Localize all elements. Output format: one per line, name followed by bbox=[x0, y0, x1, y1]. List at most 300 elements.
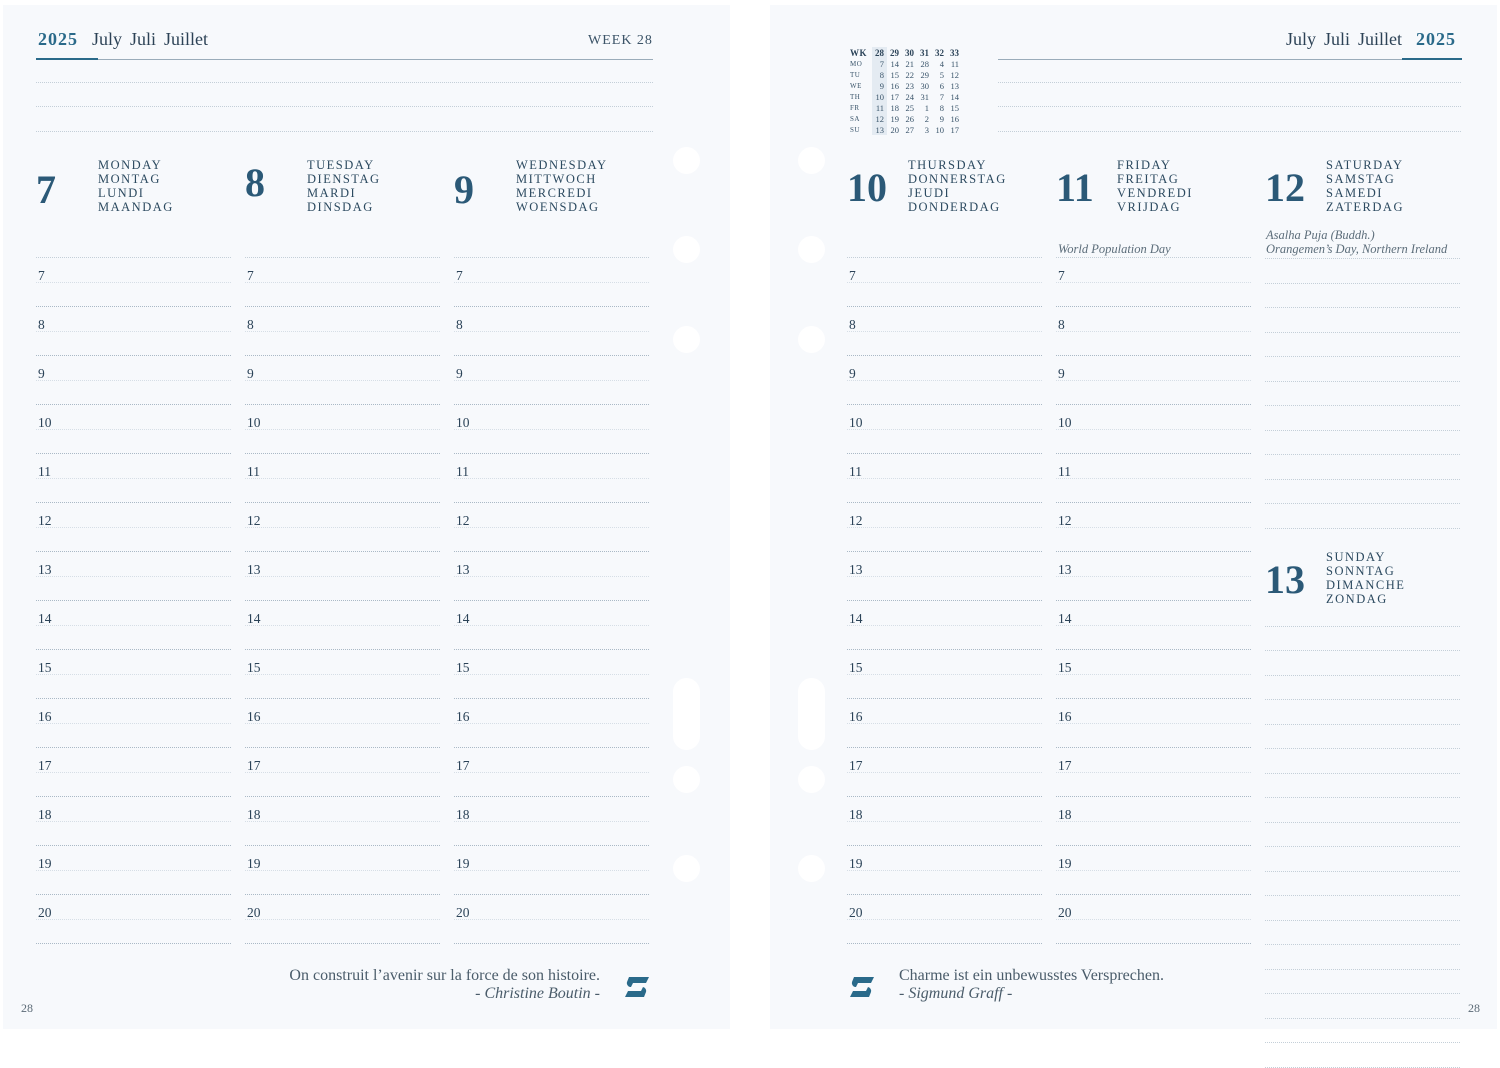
hour-label: 14 bbox=[849, 611, 863, 626]
hour-label: 15 bbox=[849, 660, 863, 675]
hour-row-7[interactable] bbox=[36, 258, 231, 307]
half-hour-line bbox=[454, 772, 649, 773]
brand-logo-icon bbox=[849, 975, 875, 999]
half-hour-line bbox=[36, 429, 231, 430]
hour-label: 15 bbox=[247, 660, 261, 675]
hour-row-13[interactable] bbox=[847, 552, 1042, 601]
binder-hole bbox=[798, 855, 825, 882]
day-name: WOENSDAG bbox=[516, 200, 600, 214]
writing-line[interactable] bbox=[1265, 283, 1460, 284]
day-name: SATURDAY bbox=[1326, 158, 1404, 172]
mini-calendar-cell: 19 bbox=[890, 113, 900, 124]
hour-row-19[interactable] bbox=[847, 846, 1042, 895]
half-hour-line bbox=[454, 723, 649, 724]
hour-row-15[interactable] bbox=[1056, 650, 1251, 699]
half-hour-line bbox=[36, 576, 231, 577]
hour-row-12[interactable] bbox=[454, 503, 649, 552]
binder-hole bbox=[673, 855, 700, 882]
writing-line[interactable] bbox=[1265, 356, 1460, 357]
hour-row-20[interactable] bbox=[1056, 895, 1251, 944]
hour-label: 9 bbox=[849, 366, 856, 381]
half-hour-line bbox=[36, 870, 231, 871]
hour-label: 10 bbox=[1058, 415, 1072, 430]
half-hour-line bbox=[245, 821, 440, 822]
hour-row-9[interactable] bbox=[245, 356, 440, 405]
mini-calendar-cell: 31 bbox=[920, 47, 930, 58]
half-hour-line bbox=[847, 478, 1042, 479]
day-names bbox=[98, 158, 174, 214]
binder-hole bbox=[673, 766, 700, 793]
hour-label: 15 bbox=[1058, 660, 1072, 675]
hour-row-16[interactable] bbox=[36, 699, 231, 748]
hour-label: 7 bbox=[849, 268, 856, 283]
hour-label: 20 bbox=[456, 905, 470, 920]
hour-row-16[interactable] bbox=[847, 699, 1042, 748]
half-hour-line bbox=[454, 331, 649, 332]
mini-calendar-label: WE bbox=[850, 81, 862, 90]
day-name: SAMSTAG bbox=[1326, 172, 1396, 186]
day-name: VRIJDAG bbox=[1117, 200, 1181, 214]
hour-label: 20 bbox=[849, 905, 863, 920]
mini-calendar-cell: 23 bbox=[905, 80, 915, 91]
mini-calendar-label: WK bbox=[850, 47, 868, 58]
binder-hole bbox=[798, 766, 825, 793]
day-name: DONDERDAG bbox=[908, 200, 1001, 214]
hour-label: 17 bbox=[849, 758, 863, 773]
half-hour-line bbox=[454, 625, 649, 626]
quote-text: On construit l’avenir sur la force de son histoire. bbox=[289, 967, 600, 984]
half-hour-line bbox=[1056, 870, 1251, 871]
hour-row-19[interactable] bbox=[36, 846, 231, 895]
half-hour-line bbox=[847, 870, 1042, 871]
hour-line bbox=[36, 943, 231, 944]
hour-label: 16 bbox=[1058, 709, 1072, 724]
half-hour-line bbox=[454, 674, 649, 675]
month-de: Juli bbox=[1324, 29, 1351, 49]
hour-row-20[interactable] bbox=[245, 895, 440, 944]
writing-line[interactable] bbox=[1265, 748, 1460, 749]
half-hour-line bbox=[454, 429, 649, 430]
half-hour-line bbox=[847, 527, 1042, 528]
quote-author: - Sigmund Graff - bbox=[899, 985, 1013, 1002]
hour-row-10[interactable] bbox=[1056, 405, 1251, 454]
mini-calendar-cell: 28 bbox=[920, 58, 930, 69]
hour-label: 17 bbox=[38, 758, 52, 773]
hour-row-12[interactable] bbox=[847, 503, 1042, 552]
mini-calendar-row bbox=[847, 58, 962, 69]
mini-calendar-cell: 3 bbox=[924, 124, 930, 135]
day-name: MERCREDI bbox=[516, 186, 593, 200]
hour-row-15[interactable] bbox=[245, 650, 440, 699]
half-hour-line bbox=[454, 380, 649, 381]
hour-row-19[interactable] bbox=[245, 846, 440, 895]
hour-label: 8 bbox=[456, 317, 463, 332]
mini-calendar-cell: 15 bbox=[950, 102, 960, 113]
hour-label: 10 bbox=[849, 415, 863, 430]
mini-calendar-label: TH bbox=[850, 92, 861, 101]
half-hour-line bbox=[847, 282, 1042, 283]
hour-row-14[interactable] bbox=[1056, 601, 1251, 650]
hour-row-14[interactable] bbox=[454, 601, 649, 650]
hour-row-18[interactable] bbox=[847, 797, 1042, 846]
hour-row-11[interactable] bbox=[847, 454, 1042, 503]
day-name: LUNDI bbox=[98, 186, 145, 200]
hour-label: 17 bbox=[247, 758, 261, 773]
hour-label: 12 bbox=[456, 513, 470, 528]
half-hour-line bbox=[454, 478, 649, 479]
mini-calendar-cell: 30 bbox=[920, 80, 930, 91]
writing-line[interactable] bbox=[1265, 773, 1460, 774]
half-hour-line bbox=[1056, 331, 1251, 332]
hour-label: 11 bbox=[247, 464, 260, 479]
mini-calendar-cell: 6 bbox=[939, 80, 945, 91]
writing-line[interactable] bbox=[1265, 1067, 1460, 1068]
half-hour-line bbox=[36, 821, 231, 822]
hour-row-12[interactable] bbox=[245, 503, 440, 552]
half-hour-line bbox=[454, 576, 649, 577]
mini-calendar-cell: 10 bbox=[935, 124, 945, 135]
half-hour-line bbox=[36, 772, 231, 773]
hour-row-15[interactable] bbox=[454, 650, 649, 699]
half-hour-line bbox=[36, 380, 231, 381]
day-number: 9 bbox=[454, 167, 474, 212]
mini-calendar-cell: 13 bbox=[950, 80, 960, 91]
day-number: 10 bbox=[847, 165, 887, 210]
hour-label: 9 bbox=[456, 366, 463, 381]
hour-row-16[interactable] bbox=[1056, 699, 1251, 748]
writing-line[interactable] bbox=[1265, 381, 1460, 382]
day-name: DONNERSTAG bbox=[908, 172, 1007, 186]
writing-line[interactable] bbox=[1265, 307, 1460, 308]
hour-label: 12 bbox=[1058, 513, 1072, 528]
day-name: VENDREDI bbox=[1117, 186, 1193, 200]
hour-row-7[interactable] bbox=[1056, 258, 1251, 307]
header-rule bbox=[36, 59, 653, 60]
mini-calendar-cell: 14 bbox=[890, 58, 900, 69]
hour-row-9[interactable] bbox=[36, 356, 231, 405]
hour-label: 11 bbox=[1058, 464, 1071, 479]
hour-label: 14 bbox=[247, 611, 261, 626]
note-line bbox=[998, 131, 1461, 132]
writing-line[interactable] bbox=[1265, 405, 1460, 406]
hour-line bbox=[454, 943, 649, 944]
hour-row-17[interactable] bbox=[245, 748, 440, 797]
hour-label: 15 bbox=[38, 660, 52, 675]
writing-line[interactable] bbox=[1265, 846, 1460, 847]
binder-slot bbox=[798, 678, 825, 750]
half-hour-line bbox=[847, 331, 1042, 332]
hour-label: 10 bbox=[456, 415, 470, 430]
half-hour-line bbox=[245, 478, 440, 479]
left-header bbox=[38, 29, 216, 50]
hour-label: 14 bbox=[456, 611, 470, 626]
hour-row-11[interactable] bbox=[1056, 454, 1251, 503]
slot-top-line bbox=[454, 257, 649, 258]
writing-line[interactable] bbox=[1265, 920, 1460, 921]
mini-calendar-cell: 12 bbox=[950, 69, 960, 80]
mini-calendar-cell: 26 bbox=[905, 113, 915, 124]
writing-line[interactable] bbox=[1265, 822, 1460, 823]
hour-label: 7 bbox=[1058, 268, 1065, 283]
right-page bbox=[770, 5, 1497, 1029]
header-accent bbox=[1402, 58, 1462, 60]
hour-row-7[interactable] bbox=[454, 258, 649, 307]
hour-label: 20 bbox=[38, 905, 52, 920]
half-hour-line bbox=[1056, 919, 1251, 920]
writing-line[interactable] bbox=[1265, 1018, 1460, 1019]
mini-calendar-cell: 29 bbox=[890, 47, 900, 58]
mini-calendar-cell: 9 bbox=[939, 113, 945, 124]
binder-hole bbox=[673, 236, 700, 263]
hour-label: 10 bbox=[247, 415, 261, 430]
half-hour-line bbox=[36, 331, 231, 332]
note-line bbox=[998, 82, 1461, 83]
page-number: 28 bbox=[1468, 1001, 1480, 1015]
hour-row-14[interactable] bbox=[847, 601, 1042, 650]
half-hour-line bbox=[1056, 674, 1251, 675]
writing-line[interactable] bbox=[1265, 503, 1460, 504]
half-hour-line bbox=[245, 331, 440, 332]
hour-label: 8 bbox=[247, 317, 254, 332]
hour-label: 16 bbox=[38, 709, 52, 724]
hour-row-7[interactable] bbox=[245, 258, 440, 307]
writing-line[interactable] bbox=[1265, 895, 1460, 896]
mini-calendar-cell: 21 bbox=[905, 58, 915, 69]
hour-row-10[interactable] bbox=[454, 405, 649, 454]
half-hour-line bbox=[847, 821, 1042, 822]
half-hour-line bbox=[1056, 527, 1251, 528]
hour-row-10[interactable] bbox=[245, 405, 440, 454]
quote-author: - Christine Boutin - bbox=[475, 985, 600, 1002]
hour-row-8[interactable] bbox=[245, 307, 440, 356]
writing-line[interactable] bbox=[1265, 332, 1460, 333]
half-hour-line bbox=[1056, 282, 1251, 283]
writing-line[interactable] bbox=[1265, 1042, 1460, 1043]
mini-calendar-cell: 9 bbox=[872, 80, 887, 91]
hour-row-13[interactable] bbox=[454, 552, 649, 601]
writing-line[interactable] bbox=[1265, 724, 1460, 725]
writing-line[interactable] bbox=[1265, 479, 1460, 480]
holiday-note: World Population Day bbox=[1058, 242, 1171, 256]
hour-row-13[interactable] bbox=[245, 552, 440, 601]
hour-label: 16 bbox=[849, 709, 863, 724]
hour-row-7[interactable] bbox=[847, 258, 1042, 307]
hour-row-18[interactable] bbox=[454, 797, 649, 846]
mini-calendar-cell: 27 bbox=[905, 124, 915, 135]
hour-row-10[interactable] bbox=[36, 405, 231, 454]
hour-row-13[interactable] bbox=[36, 552, 231, 601]
half-hour-line bbox=[36, 723, 231, 724]
hour-row-8[interactable] bbox=[36, 307, 231, 356]
hour-row-15[interactable] bbox=[847, 650, 1042, 699]
hour-row-10[interactable] bbox=[847, 405, 1042, 454]
hour-row-9[interactable] bbox=[1056, 356, 1251, 405]
hour-row-17[interactable] bbox=[36, 748, 231, 797]
slot-top-line bbox=[1056, 257, 1251, 258]
mini-calendar-label: MO bbox=[850, 59, 863, 68]
hour-row-20[interactable] bbox=[36, 895, 231, 944]
mini-calendar-cell: 11 bbox=[872, 102, 887, 113]
hour-row-17[interactable] bbox=[454, 748, 649, 797]
half-hour-line bbox=[847, 919, 1042, 920]
day-name: DINSDAG bbox=[307, 200, 374, 214]
half-hour-line bbox=[454, 870, 649, 871]
day-number: 13 bbox=[1265, 557, 1305, 602]
hour-row-18[interactable] bbox=[245, 797, 440, 846]
half-hour-line bbox=[847, 674, 1042, 675]
note-line bbox=[36, 82, 653, 83]
half-hour-line bbox=[454, 919, 649, 920]
mini-calendar-cell: 7 bbox=[872, 58, 887, 69]
hour-row-20[interactable] bbox=[847, 895, 1042, 944]
mini-calendar-label: TU bbox=[850, 70, 861, 79]
mini-calendar-cell: 33 bbox=[950, 47, 960, 58]
writing-line[interactable] bbox=[1265, 454, 1460, 455]
hour-label: 14 bbox=[38, 611, 52, 626]
mini-calendar-cell: 25 bbox=[905, 102, 915, 113]
half-hour-line bbox=[36, 625, 231, 626]
hour-line bbox=[1056, 943, 1251, 944]
mini-calendar-cell: 32 bbox=[935, 47, 945, 58]
half-hour-line bbox=[36, 478, 231, 479]
mini-calendar-cell: 1 bbox=[924, 102, 930, 113]
hour-label: 9 bbox=[1058, 366, 1065, 381]
hour-label: 17 bbox=[456, 758, 470, 773]
note-line bbox=[998, 106, 1461, 107]
day-name: THURSDAY bbox=[908, 158, 987, 172]
writing-line[interactable] bbox=[1265, 650, 1460, 651]
day-name: MARDI bbox=[307, 186, 357, 200]
hour-row-9[interactable] bbox=[454, 356, 649, 405]
writing-line[interactable] bbox=[1265, 528, 1460, 529]
half-hour-line bbox=[1056, 478, 1251, 479]
hour-row-15[interactable] bbox=[36, 650, 231, 699]
hour-row-13[interactable] bbox=[1056, 552, 1251, 601]
day-name: FRIDAY bbox=[1117, 158, 1172, 172]
day-name: MONTAG bbox=[98, 172, 161, 186]
hour-label: 20 bbox=[247, 905, 261, 920]
hour-line bbox=[245, 943, 440, 944]
hour-row-18[interactable] bbox=[36, 797, 231, 846]
day-names bbox=[1326, 158, 1404, 214]
day-name: DIENSTAG bbox=[307, 172, 381, 186]
mini-calendar-cell: 12 bbox=[872, 113, 887, 124]
day-name: TUESDAY bbox=[307, 158, 375, 172]
quote bbox=[899, 967, 1319, 1003]
writing-line[interactable] bbox=[1265, 699, 1460, 700]
day-number: 7 bbox=[36, 167, 56, 212]
day-name: MONDAY bbox=[98, 158, 163, 172]
month-de: Juli bbox=[130, 29, 157, 49]
writing-line[interactable] bbox=[1265, 797, 1460, 798]
writing-line[interactable] bbox=[1265, 626, 1460, 627]
half-hour-line bbox=[245, 674, 440, 675]
half-hour-line bbox=[847, 723, 1042, 724]
half-hour-line bbox=[454, 821, 649, 822]
hour-line bbox=[847, 943, 1042, 944]
hour-label: 9 bbox=[38, 366, 45, 381]
hour-label: 8 bbox=[1058, 317, 1065, 332]
hour-label: 13 bbox=[38, 562, 52, 577]
hour-label: 18 bbox=[247, 807, 261, 822]
hour-row-8[interactable] bbox=[1056, 307, 1251, 356]
day-names bbox=[516, 158, 608, 214]
half-hour-line bbox=[1056, 380, 1251, 381]
writing-line[interactable] bbox=[1265, 430, 1460, 431]
hour-label: 20 bbox=[1058, 905, 1072, 920]
half-hour-line bbox=[1056, 821, 1251, 822]
hour-row-20[interactable] bbox=[454, 895, 649, 944]
hour-row-8[interactable] bbox=[454, 307, 649, 356]
mini-calendar-cell: 4 bbox=[939, 58, 945, 69]
day-name: SUNDAY bbox=[1326, 550, 1386, 564]
binder-hole bbox=[798, 326, 825, 353]
half-hour-line bbox=[245, 380, 440, 381]
note-line bbox=[36, 131, 653, 132]
hour-row-11[interactable] bbox=[36, 454, 231, 503]
half-hour-line bbox=[36, 527, 231, 528]
writing-line[interactable] bbox=[1265, 258, 1460, 259]
hour-row-14[interactable] bbox=[245, 601, 440, 650]
hour-row-9[interactable] bbox=[847, 356, 1042, 405]
binder-hole bbox=[673, 326, 700, 353]
writing-line[interactable] bbox=[1265, 871, 1460, 872]
writing-line[interactable] bbox=[1265, 944, 1460, 945]
hour-label: 10 bbox=[38, 415, 52, 430]
hour-row-11[interactable] bbox=[245, 454, 440, 503]
hour-row-17[interactable] bbox=[847, 748, 1042, 797]
year-label: 2025 bbox=[38, 29, 78, 49]
mini-calendar-cell: 24 bbox=[905, 91, 915, 102]
hour-label: 9 bbox=[247, 366, 254, 381]
day-number: 8 bbox=[245, 160, 265, 205]
hour-row-17[interactable] bbox=[1056, 748, 1251, 797]
hour-row-16[interactable] bbox=[454, 699, 649, 748]
day-name: ZONDAG bbox=[1326, 592, 1388, 606]
mini-calendar bbox=[847, 47, 962, 135]
hour-row-11[interactable] bbox=[454, 454, 649, 503]
hour-label: 7 bbox=[247, 268, 254, 283]
mini-calendar-cell: 7 bbox=[939, 91, 945, 102]
mini-calendar-cell: 14 bbox=[950, 91, 960, 102]
hour-row-12[interactable] bbox=[36, 503, 231, 552]
day-name: FREITAG bbox=[1117, 172, 1180, 186]
hour-label: 12 bbox=[247, 513, 261, 528]
mini-calendar-cell: 28 bbox=[872, 47, 887, 58]
writing-line[interactable] bbox=[1265, 675, 1460, 676]
day-number: 11 bbox=[1056, 165, 1094, 210]
day-names bbox=[1117, 158, 1193, 214]
mini-calendar-cell: 22 bbox=[905, 69, 915, 80]
hour-row-8[interactable] bbox=[847, 307, 1042, 356]
hour-row-18[interactable] bbox=[1056, 797, 1251, 846]
hour-row-19[interactable] bbox=[454, 846, 649, 895]
month-fr: Juillet bbox=[164, 29, 209, 49]
mini-calendar-row bbox=[847, 102, 962, 113]
hour-row-16[interactable] bbox=[245, 699, 440, 748]
hour-label: 11 bbox=[38, 464, 51, 479]
half-hour-line bbox=[847, 380, 1042, 381]
hour-row-14[interactable] bbox=[36, 601, 231, 650]
quote bbox=[153, 967, 600, 1003]
half-hour-line bbox=[1056, 576, 1251, 577]
hour-label: 16 bbox=[247, 709, 261, 724]
hour-row-19[interactable] bbox=[1056, 846, 1251, 895]
day-names bbox=[1326, 550, 1405, 606]
hour-row-12[interactable] bbox=[1056, 503, 1251, 552]
month-fr: Juillet bbox=[1358, 29, 1403, 49]
right-header bbox=[1286, 29, 1456, 50]
